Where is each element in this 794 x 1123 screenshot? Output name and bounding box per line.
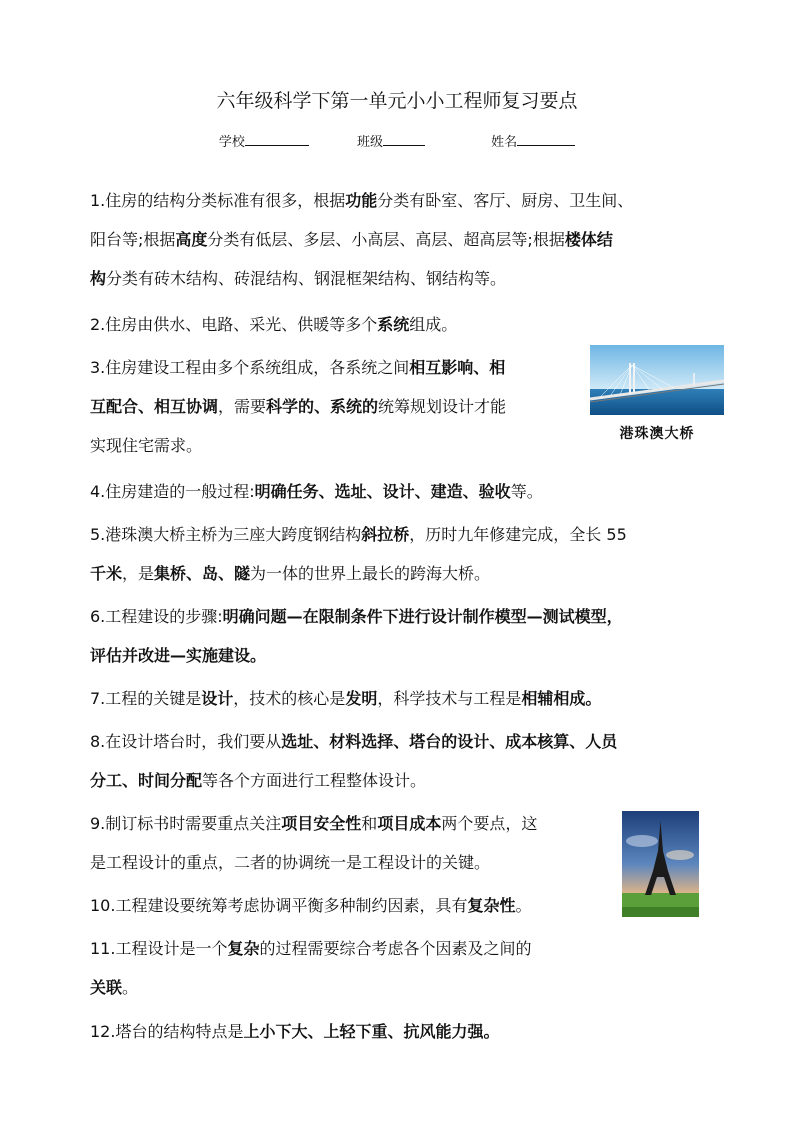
point-6: 6.工程建设的步骤:明确问题—在限制条件下进行设计制作模型—测试模型， 评估并改进—实施建设。 [90,607,623,665]
point-2: 2.住房由供水、电路、采光、供暖等多个系统组成。 [90,315,458,334]
school-label: 学校 [218,135,245,150]
page-title: 六年级科学下第一单元小小工程师复习要点 [216,90,578,112]
student-info-fields [0,131,794,150]
point-12: 12.塔台的结构特点是上小下大、上轻下重、抗风能力强。 [90,1022,500,1041]
point-11: 11.工程设计是一个复杂的过程需要综合考虑各个因素及之间的 关联。 [90,939,532,997]
point-5: 5.港珠澳大桥主桥为三座大跨度钢结构斜拉桥，历时九年修建完成，全长 55 千米，是集桥、岛、隧为一体的世界上最长的跨海大桥。 [90,525,627,583]
point-1: 1.住房的结构分类标准有很多，根据功能分类有卧室、客厅、厨房、卫生间、 阳台等;根据高度分类有低层、多层、小高层、高层、超高层等;根据楼体结 构分类有砖木结构、砖混结构、钢混框架结构、钢结构等。 [90,191,634,288]
school-blank[interactable] [245,133,309,146]
bridge-caption: 港珠澳大桥 [619,426,695,442]
point-7: 7.工程的关键是设计，技术的核心是发明，科学技术与工程是相辅相成。 [90,689,602,708]
point-4: 4.住房建造的一般过程:明确任务、选址、设计、建造、验收等。 [90,482,543,501]
point-3: 3.住房建设工程由多个系统组成，各系统之间相互影响、相 互配合、相互协调，需要科学的、系统的统筹规划设计才能 实现住宅需求。 [90,358,507,455]
point-8: 8.在设计塔台时，我们要从选址、材料选择、塔台的设计、成本核算、人员 分工、时间分配等各个方面进行工程整体设计。 [90,732,618,790]
point-9: 9.制订标书时需要重点关注项目安全性和项目成本两个要点，这 是工程设计的重点，二者的协调统一是工程设计的关键。 [90,814,538,872]
class-blank[interactable] [383,133,425,146]
bridge-photo [590,345,724,415]
point-10: 10.工程建设要统筹考虑协调平衡多种制约因素，具有复杂性。 [90,896,532,915]
class-label: 班级 [356,135,383,150]
name-blank[interactable] [517,133,575,146]
name-label: 姓名 [491,135,518,150]
